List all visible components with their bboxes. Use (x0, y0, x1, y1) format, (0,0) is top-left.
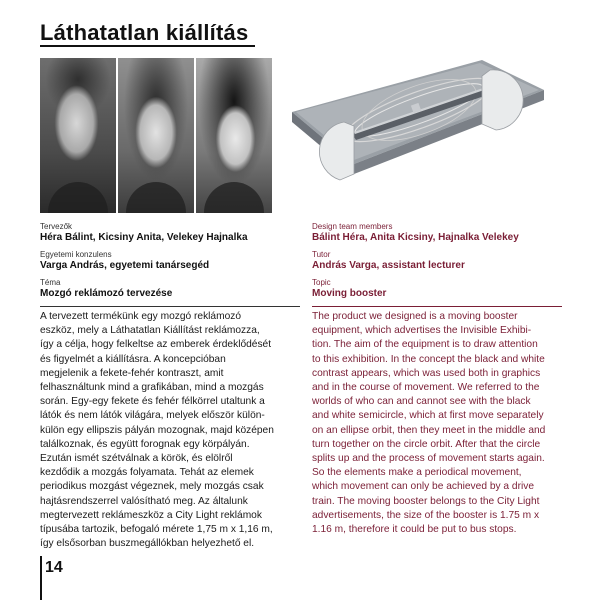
body-line-en: and in the course of movement. We referred to the (312, 382, 540, 394)
body-line-hu: Ezután ismét szétválnak a körök, és elölről (40, 453, 233, 465)
body-line-en: So the elements make a periodical movement, (312, 467, 522, 479)
designer-photo-2 (118, 58, 194, 213)
body-line-en: which movement can only be achieved by a drive (312, 481, 534, 493)
body-line-en: worlds of who can and cannot see with the black (312, 396, 531, 408)
body-text-hu (40, 310, 298, 551)
body-line-hu: találkoznak, és együtt forognak egy körpályán. (40, 438, 250, 450)
designer-photo-1 (40, 58, 116, 213)
body-line-en: to this exhibition. In the concept the black and white (312, 353, 545, 365)
body-line-hu: hajtásrendszerrel valósítható meg. Az általunk (40, 495, 248, 507)
product-render (282, 52, 550, 222)
topic-value-en: Moving booster (312, 288, 387, 299)
body-line-en: train. The moving booster belongs to the City Light (312, 495, 540, 507)
tutor-label-hu: Egyetemi konzulens (40, 250, 112, 259)
page-number-bar (40, 556, 42, 600)
page-title: Láthatatlan kiállítás (40, 20, 249, 45)
designer-photo-3 (196, 58, 272, 213)
topic-value-hu: Mozgó reklámozó tervezése (40, 288, 173, 299)
page-number: 14 (45, 559, 63, 576)
body-line-hu: kezdődik a mozgás folyamata. Tehát az elemek (40, 467, 254, 479)
tutor-label-en: Tutor (312, 250, 331, 259)
designer-photos (40, 58, 272, 213)
body-line-en: and white semicircle, which at first move separately (312, 410, 544, 422)
team-label-hu: Tervezők (40, 222, 73, 231)
body-line-en: contrast appears, which was used both in graphics (312, 367, 541, 379)
team-value-hu: Héra Bálint, Kicsiny Anita, Velekey Hajnalka (40, 232, 248, 243)
body-line-hu: így elsősorban buszmegállókban helyezhető el. (40, 538, 255, 550)
body-line-en: turn together on the circle orbit. After that the circle (312, 438, 541, 450)
body-line-hu: periodikus mozgást végeznek, mely mozgás csak (40, 481, 264, 493)
body-line-hu: így a célja, hogy felkeltse az emberek érdeklődését (40, 339, 272, 351)
team-label-en: Design team members (312, 222, 393, 231)
body-line-hu: során. Egy-egy fekete és fehér félkörrel utaltunk a (40, 396, 265, 408)
body-line-hu: típusába tartozik, befogaló mérete 1,75 m x 1,16 m, (40, 524, 273, 536)
body-line-en: advertisements, the size of the booster is 1.75 m x (312, 509, 540, 521)
title-underline (40, 45, 255, 47)
divider-en (312, 306, 562, 307)
body-line-en: splits up and the process of movement starts again. (312, 453, 545, 465)
tutor-value-hu: Varga András, egyetemi tanársegéd (40, 260, 210, 271)
body-line-en: tion. The aim of the equipment is to draw attention (312, 339, 538, 351)
body-line-hu: megjelenik a fekete-fehér kontraszt, amit (40, 367, 224, 379)
body-line-hu: és figyelmét a kiállításra. A koncepcióban (40, 353, 226, 365)
body-line-en: The product we designed is a moving booster (312, 311, 518, 322)
body-text-en (312, 310, 562, 537)
body-line-hu: külön egy ellipszis pályán mozognak, majd középen (40, 424, 274, 436)
divider-hu (40, 306, 300, 307)
body-line-en: 1.16 m, therefore it could be put to bus stops. (312, 524, 517, 536)
body-line-hu: eszköz, mely a Láthatatlan Kiállítást reklámozza, (40, 325, 260, 337)
body-line-hu: felhasználtunk mind a grafikában, mind a mozgás (40, 382, 264, 394)
team-value-en: Bálint Héra, Anita Kicsiny, Hajnalka Velekey (312, 232, 519, 243)
body-line-en: on an ellipse orbit, then they meet in the middle and (312, 424, 546, 436)
body-line-hu: látók és nem látók világára, melyek először külön- (40, 410, 265, 422)
topic-label-hu: Téma (40, 278, 61, 287)
body-line-en: equipment, which advertises the Invisible Exhibi- (312, 325, 532, 337)
body-line-hu: A tervezett termékünk egy mozgó reklámozó (40, 311, 242, 322)
topic-label-en: Topic (312, 278, 331, 287)
body-line-hu: megtervezett reklámeszköz a City Light reklámok (40, 509, 262, 521)
tutor-value-en: András Varga, assistant lecturer (312, 260, 465, 271)
